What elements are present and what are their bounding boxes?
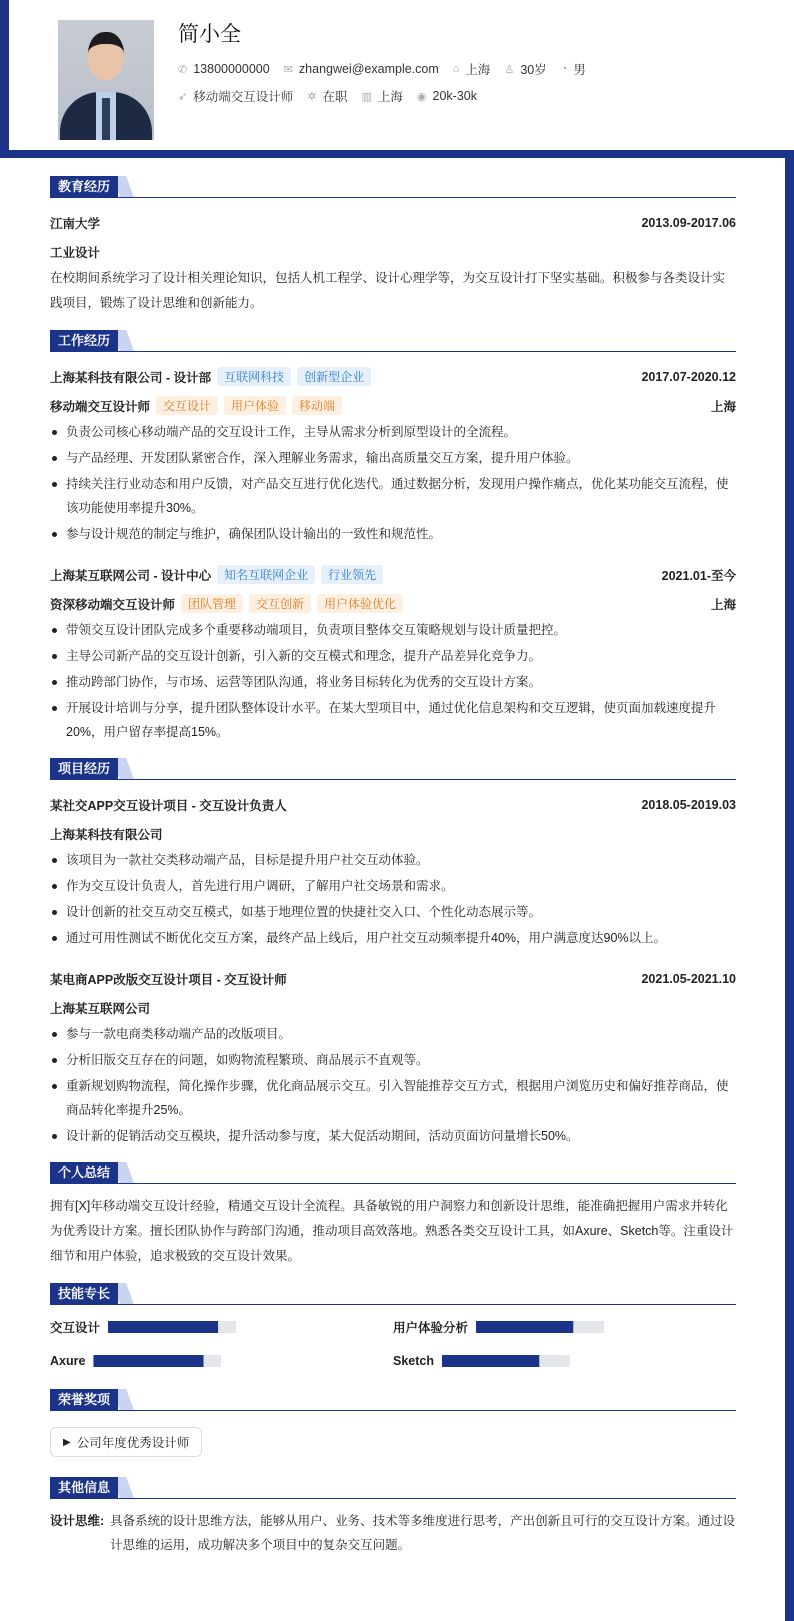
skill-item xyxy=(393,1317,736,1337)
email-icon: ✉ xyxy=(283,63,293,76)
honor-item[interactable] xyxy=(50,1427,202,1457)
bullet-item: 分析旧版交互存在的问题，如购物流程繁琐、商品展示不直观等。 xyxy=(50,1048,736,1072)
skill-bar xyxy=(93,1355,221,1367)
role-tag: 交互设计 xyxy=(156,396,218,415)
bullet-item: 主导公司新产品的交互设计创新，引入新的交互模式和理念，提升产品差异化竞争力。 xyxy=(50,644,736,668)
role-title: 移动端交互设计师 xyxy=(50,399,151,414)
section-title: 个人总结 xyxy=(50,1162,118,1183)
skill-bar-fill xyxy=(476,1321,573,1333)
period: 2018.05-2019.03 xyxy=(641,797,736,812)
role-tag: 用户体验优化 xyxy=(317,594,403,613)
skill-name: 交互设计 xyxy=(50,1321,101,1335)
section-header xyxy=(50,1162,736,1184)
role-tag: 交互创新 xyxy=(249,594,311,613)
honor-label: 公司年度优秀设计师 xyxy=(76,1436,190,1450)
project-header-row xyxy=(50,964,736,993)
gender-icon: ◔ xyxy=(560,63,568,75)
period: 2013.09-2017.06 xyxy=(641,215,736,230)
work-city: 上海 xyxy=(710,399,736,414)
summary-section xyxy=(50,1162,736,1269)
education-desc: 在校期间系统学习了设计相关理论知识，包括人机工程学、设计心理学等，为交互设计打下坚实基础。积极参与各类设计实践项目，锻炼了设计思维和创新能力。 xyxy=(50,271,726,310)
phone-icon: ✆ xyxy=(178,63,188,76)
project-name: 某社交APP交互设计项目 - 交互设计负责人 xyxy=(50,798,287,813)
spacer xyxy=(50,952,736,964)
skill-name: Axure xyxy=(50,1354,86,1368)
role-row xyxy=(50,589,736,618)
section-header xyxy=(50,330,736,352)
candidate-name: 简小全 xyxy=(178,23,241,46)
target-role: 移动端交互设计师 xyxy=(193,90,294,104)
bullet-item: 负责公司核心移动端产品的交互设计工作，主导从需求分析到原型设计的全流程。 xyxy=(50,420,736,444)
role-group xyxy=(50,594,403,613)
bullet-item: 参与设计规范的制定与维护，确保团队设计输出的一致性和规范性。 xyxy=(50,522,736,546)
other-label: 设计思维: xyxy=(50,1514,105,1528)
skill-bar-fill xyxy=(442,1355,539,1367)
gender: 男 xyxy=(573,63,586,77)
job-status: 在职 xyxy=(322,90,348,104)
bullet-item: 重新规划购物流程，简化操作步骤，优化商品展示交互。引入智能推荐交互方式，根据用户浏览历史和偏好推荐商品，使商品转化率提升25%。 xyxy=(50,1074,736,1122)
job-intent-row xyxy=(178,87,477,105)
bullet-item: 与产品经理、开发团队紧密合作，深入理解业务需求，输出高质量交互方案，提升用户体验。 xyxy=(50,446,736,470)
skill-bar xyxy=(108,1321,236,1333)
role-tag: 团队管理 xyxy=(181,594,243,613)
company-group xyxy=(50,367,371,386)
project-company: 上海某互联网公司 xyxy=(50,1001,151,1016)
bullet-item: 持续关注行业动态和用户反馈，对产品交互进行优化迭代。通过数据分析，发现用户操作痛点，优化某功能交互流程，使该功能使用率提升30%。 xyxy=(50,472,736,520)
work-section xyxy=(50,330,736,744)
other-text: 具备系统的设计思维方法，能够从用户、业务、技术等多维度进行思考，产出创新且可行的交互设计方案。通过设计思维的运用，成功解决多个项目中的复杂交互问题。 xyxy=(110,1514,736,1552)
skill-bar xyxy=(476,1321,604,1333)
company-group xyxy=(50,565,383,584)
bullet-list xyxy=(50,618,736,744)
section-header xyxy=(50,1283,736,1305)
work-city: 上海 xyxy=(710,597,736,612)
bullet-item: 开展设计培训与分享，提升团队整体设计水平。在某大型项目中，通过优化信息架构和交互逻辑，使页面加载速度提升20%，用户留存率提高15%。 xyxy=(50,696,736,744)
period: 2021.05-2021.10 xyxy=(641,971,736,986)
project-company-row xyxy=(50,993,736,1022)
school: 江南大学 xyxy=(50,216,101,231)
section-title: 荣誉奖项 xyxy=(50,1389,118,1410)
location: 上海 xyxy=(465,63,491,77)
project-header-row xyxy=(50,790,736,819)
section-title: 教育经历 xyxy=(50,176,118,197)
bullet-item: 带领交互设计团队完成多个重要移动端项目，负责项目整体交互策略规划与设计质量把控。 xyxy=(50,618,736,642)
project-company: 上海某科技有限公司 xyxy=(50,827,163,842)
left-accent-border xyxy=(0,0,9,158)
age: 30岁 xyxy=(520,63,547,77)
bullet-item: 参与一款电商类移动端产品的改版项目。 xyxy=(50,1022,736,1046)
home-icon: ⌂ xyxy=(452,63,460,75)
major: 工业设计 xyxy=(50,245,101,260)
section-header xyxy=(50,1389,736,1411)
bullet-list xyxy=(50,420,736,546)
status-icon: ✲ xyxy=(307,90,317,103)
honors-section xyxy=(50,1389,736,1463)
role-tag: 用户体验 xyxy=(224,396,286,415)
work-header-row xyxy=(50,362,736,391)
bullet-item: 该项目为一款社交类移动端产品，目标是提升用户社交互动体验。 xyxy=(50,848,736,872)
skill-bar-fill xyxy=(108,1321,218,1333)
section-title: 项目经历 xyxy=(50,758,118,779)
section-title: 技能专长 xyxy=(50,1283,118,1304)
phone: 13800000000 xyxy=(193,62,270,76)
resume-body xyxy=(50,176,736,1557)
section-header xyxy=(50,758,736,780)
period: 2021.01-至今 xyxy=(661,568,736,583)
bullet-item: 设计创新的社交互动交互模式，如基于地理位置的快捷社交入口、个性化动态展示等。 xyxy=(50,900,736,924)
role-tag: 移动端 xyxy=(292,396,342,415)
role-group xyxy=(50,396,342,415)
section-header xyxy=(50,1477,736,1499)
skill-item xyxy=(50,1351,393,1371)
section-title: 工作经历 xyxy=(50,330,118,351)
skills-section xyxy=(50,1283,736,1375)
project-section xyxy=(50,758,736,1148)
right-accent-border xyxy=(785,150,794,1621)
bullet-list xyxy=(50,1022,736,1148)
project-company-row xyxy=(50,819,736,848)
company-tag: 知名互联网企业 xyxy=(217,565,315,584)
bullet-item: 设计新的促销活动交互模块，提升活动参与度，某大促活动期间，活动页面访问量增长50%。 xyxy=(50,1124,736,1148)
skill-item xyxy=(393,1351,736,1371)
contact-row xyxy=(178,60,586,78)
company-name: 上海某科技有限公司 - 设计部 xyxy=(50,370,212,385)
other-section xyxy=(50,1477,736,1557)
age-icon: ♙ xyxy=(504,63,515,76)
section-title: 其他信息 xyxy=(50,1477,118,1498)
caret-right-icon: ▶ xyxy=(63,1436,71,1448)
building-icon: ▥ xyxy=(361,90,372,103)
section-header xyxy=(50,176,736,198)
profile-photo xyxy=(58,20,154,140)
role-title: 资深移动端交互设计师 xyxy=(50,597,176,612)
skill-bar xyxy=(442,1355,570,1367)
target-city: 上海 xyxy=(377,90,403,104)
bullet-item: 通过可用性测试不断优化交互方案，最终产品上线后，用户社交互动频率提升40%，用户满意度达90%以上。 xyxy=(50,926,736,950)
company-name: 上海某互联网公司 - 设计中心 xyxy=(50,568,212,583)
bullet-list xyxy=(50,848,736,950)
skill-name: Sketch xyxy=(393,1354,434,1368)
spacer xyxy=(50,548,736,560)
salary-icon: ◉ xyxy=(416,90,427,103)
salary: 20k-30k xyxy=(432,89,477,103)
header-divider-band xyxy=(0,150,794,158)
company-tag: 创新型企业 xyxy=(297,367,371,386)
work-header-row xyxy=(50,560,736,589)
send-icon: ➶ xyxy=(178,90,188,103)
email: zhangwei@example.com xyxy=(298,62,439,76)
skill-item xyxy=(50,1317,393,1337)
project-name: 某电商APP改版交互设计项目 - 交互设计师 xyxy=(50,972,287,987)
summary-text: 拥有[X]年移动端交互设计经验，精通交互设计全流程。具备敏锐的用户洞察力和创新设计思维，能准确把握用户需求并转化为优秀设计方案。擅长团队协作与跨部门沟通，推动项目高效落地。熟悉各类交互设计工具，如Axure、Sketch等。注重设计细节和用户体验，追求极致的交互设计效果。 xyxy=(50,1199,734,1263)
bullet-item: 推动跨部门协作，与市场、运营等团队沟通，将业务目标转化为优秀的交互设计方案。 xyxy=(50,670,736,694)
company-tag: 互联网科技 xyxy=(217,367,291,386)
bullet-item: 作为交互设计负责人，首先进行用户调研，了解用户社交场景和需求。 xyxy=(50,874,736,898)
education-section xyxy=(50,176,736,316)
skill-name: 用户体验分析 xyxy=(393,1321,469,1335)
company-tag: 行业领先 xyxy=(321,565,383,584)
skill-bar-fill xyxy=(93,1355,203,1367)
role-row xyxy=(50,391,736,420)
period: 2017.07-2020.12 xyxy=(641,369,736,384)
